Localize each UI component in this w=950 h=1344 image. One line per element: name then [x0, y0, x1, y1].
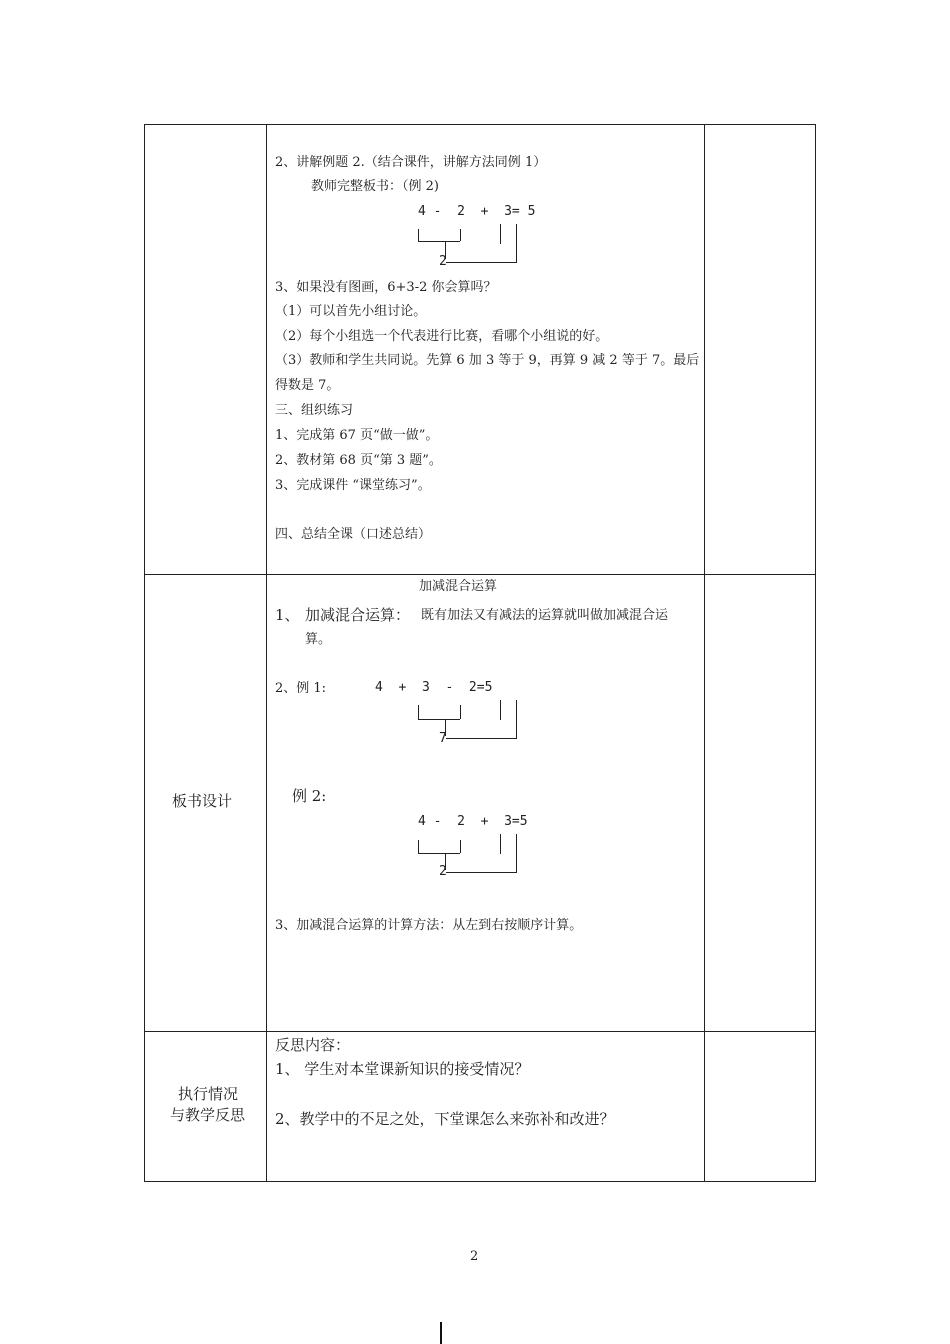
text-cursor: [440, 1322, 442, 1344]
process-line: 3、如果没有图画，6+3-2 你会算吗？: [275, 280, 497, 295]
page-number: 2: [470, 1249, 479, 1264]
example-2-diagram: [418, 814, 558, 879]
process-line: 三、组织练习: [275, 403, 354, 418]
equation-diagram: [418, 204, 558, 269]
process-line: 2、教材第 68 页“第 3 题”。: [275, 453, 442, 468]
example-1-diagram: [375, 680, 515, 746]
process-line: 四、总结全课（口述总结）: [275, 527, 432, 542]
process-line: 教师完整板书：（例 2): [311, 179, 439, 194]
column-divider: [704, 125, 705, 1181]
example-2-result: 2: [439, 864, 447, 879]
reflection-question-1: 1、 学生对本堂课新知识的接受情况？: [275, 1060, 530, 1078]
process-line: 2、讲解例题 2.（结合课件，讲解方法同例 1）: [275, 155, 547, 170]
board-design-label: 板书设计: [172, 792, 233, 810]
example-1-result: 7: [439, 731, 447, 746]
example-2-label: 例 2:: [292, 787, 327, 805]
process-line: 1、完成第 67 页“做一做”。: [275, 428, 439, 443]
row-divider: [145, 574, 815, 575]
process-line: （3）教师和学生共同说。先算 6 加 3 等于 9，再算 9 减 2 等于 7。最后: [275, 353, 700, 368]
equation-expression: 4 - 2 + 3= 5: [418, 204, 536, 219]
example-1-expression: 4 + 3 - 2=5: [375, 680, 493, 695]
reflection-label-line1: 执行情况: [178, 1085, 239, 1103]
board-title: 加减混合运算: [419, 579, 498, 594]
example-2-expression: 4 - 2 + 3=5: [418, 814, 528, 829]
process-line: （1）可以首先小组讨论。: [275, 304, 427, 319]
row-divider: [145, 1031, 815, 1032]
reflection-heading: 反思内容：: [275, 1036, 351, 1054]
reflection-label-line2: 与教学反思: [170, 1106, 246, 1124]
column-divider: [266, 125, 267, 1181]
board-method-text: 3、加减混合运算的计算方法：从左到右按顺序计算。: [275, 918, 583, 933]
process-line: （2）每个小组选一个代表进行比赛，看哪个小组说的好。: [275, 329, 609, 344]
reflection-question-2: 2、教学中的不足之处，下堂课怎么来弥补和改进？: [275, 1110, 615, 1128]
board-definition-term: 加减混合运算：: [305, 606, 411, 624]
process-line: 得数是 7。: [275, 378, 340, 393]
board-item-number: 1、: [275, 606, 300, 624]
process-line: 3、完成课件 “课堂练习”。: [275, 478, 431, 493]
board-definition-text: 既有加法又有减法的运算就叫做加减混合运: [421, 608, 669, 623]
example-1-label: 2、例 1:: [275, 681, 327, 696]
intermediate-result: 2: [439, 254, 447, 269]
board-definition-cont: 算。: [305, 632, 332, 647]
